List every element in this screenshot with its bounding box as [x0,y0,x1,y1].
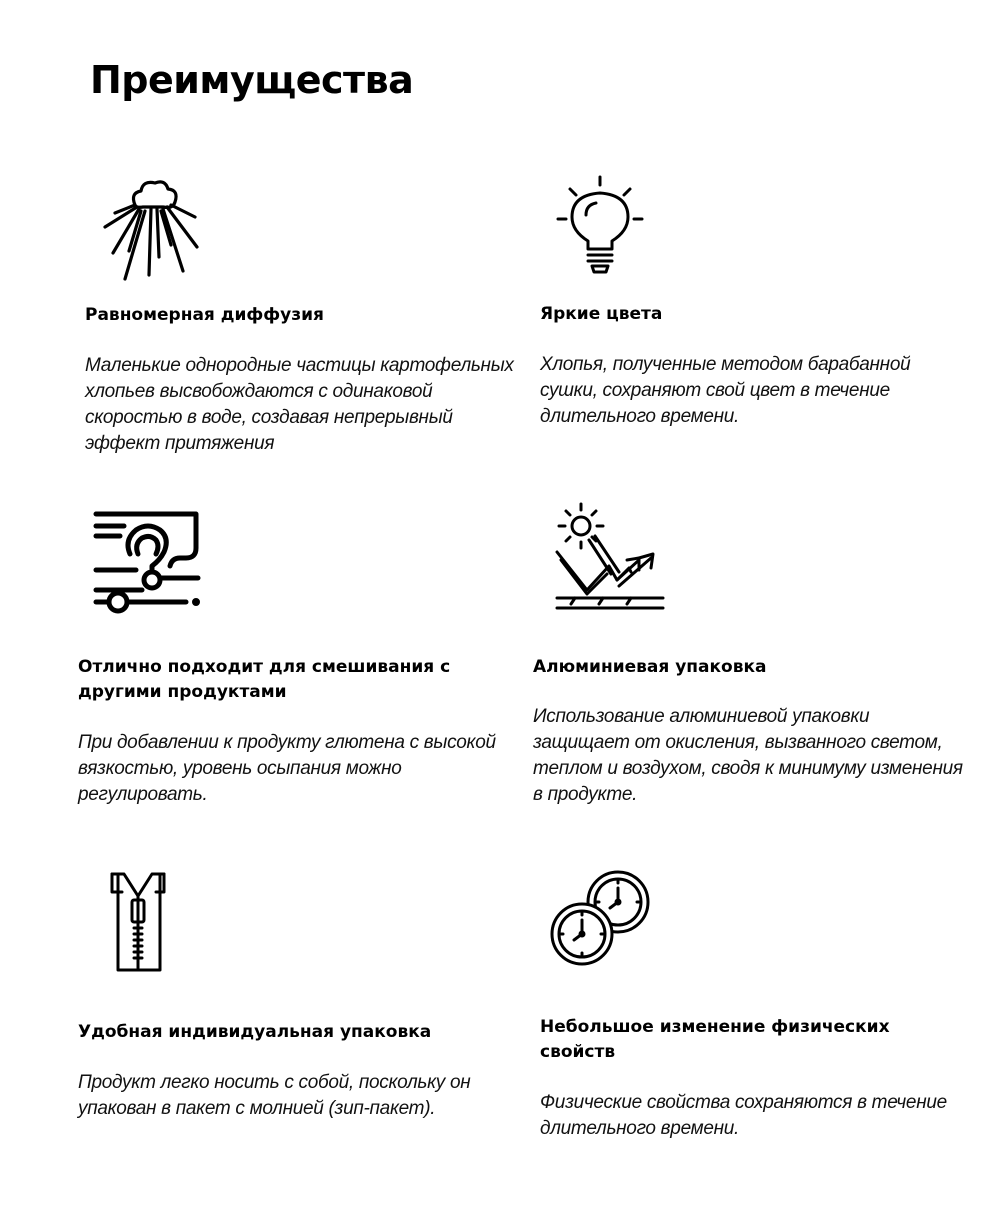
feature-card-diffusion [85,175,515,465]
feature-description: Продукт легко носить с собой, поскольку он упакован в пакет с молнией (зип-пакет). [78,1072,471,1119]
zipper-icon [108,870,168,974]
feature-card-physical-properties [540,868,970,1158]
feature-title: Алюминиевая упаковка [533,657,767,677]
feature-title: Удобная индивидуальная упаковка [78,1022,432,1042]
clocks-icon [550,868,654,970]
feature-title: Яркие цвета [540,304,663,324]
feature-title: Небольшое изменение физических свойств [540,1017,890,1062]
feature-description: Маленькие однородные частицы картофельных хлопьев высвобождаются с одинаковой скоростью в воде, создавая непрерывный эффект притяжения [85,355,514,454]
feature-description: Физические свойства сохраняются в течение длительного времени. [540,1092,947,1139]
feature-card-aluminium [533,500,963,820]
feature-title: Отлично подходит для смешивания с другими продуктами [78,657,451,702]
feature-card-bright-colors [540,175,970,465]
feature-card-zip-package [78,868,508,1128]
feature-description: Использование алюминиевой упаковки защищает от окисления, вызванного светом, теплом и воздухом, сводя к минимуму изменения в продукте. [533,706,963,805]
feature-title: Равномерная диффузия [85,305,324,325]
feature-description: При добавлении к продукту глютена с высокой вязкостью, уровень осыпания можно регулировать. [78,732,496,805]
feature-card-mixing [78,500,508,820]
mixing-faucet-icon [90,504,202,614]
page-title: Преимущества [90,58,414,102]
diffusion-rays-icon [95,175,205,285]
sun-reflection-icon [553,500,669,616]
feature-description: Хлопья, полученные методом барабанной сушки, сохраняют свой цвет в течение длительного времени. [540,354,911,427]
light-bulb-icon [550,175,650,279]
